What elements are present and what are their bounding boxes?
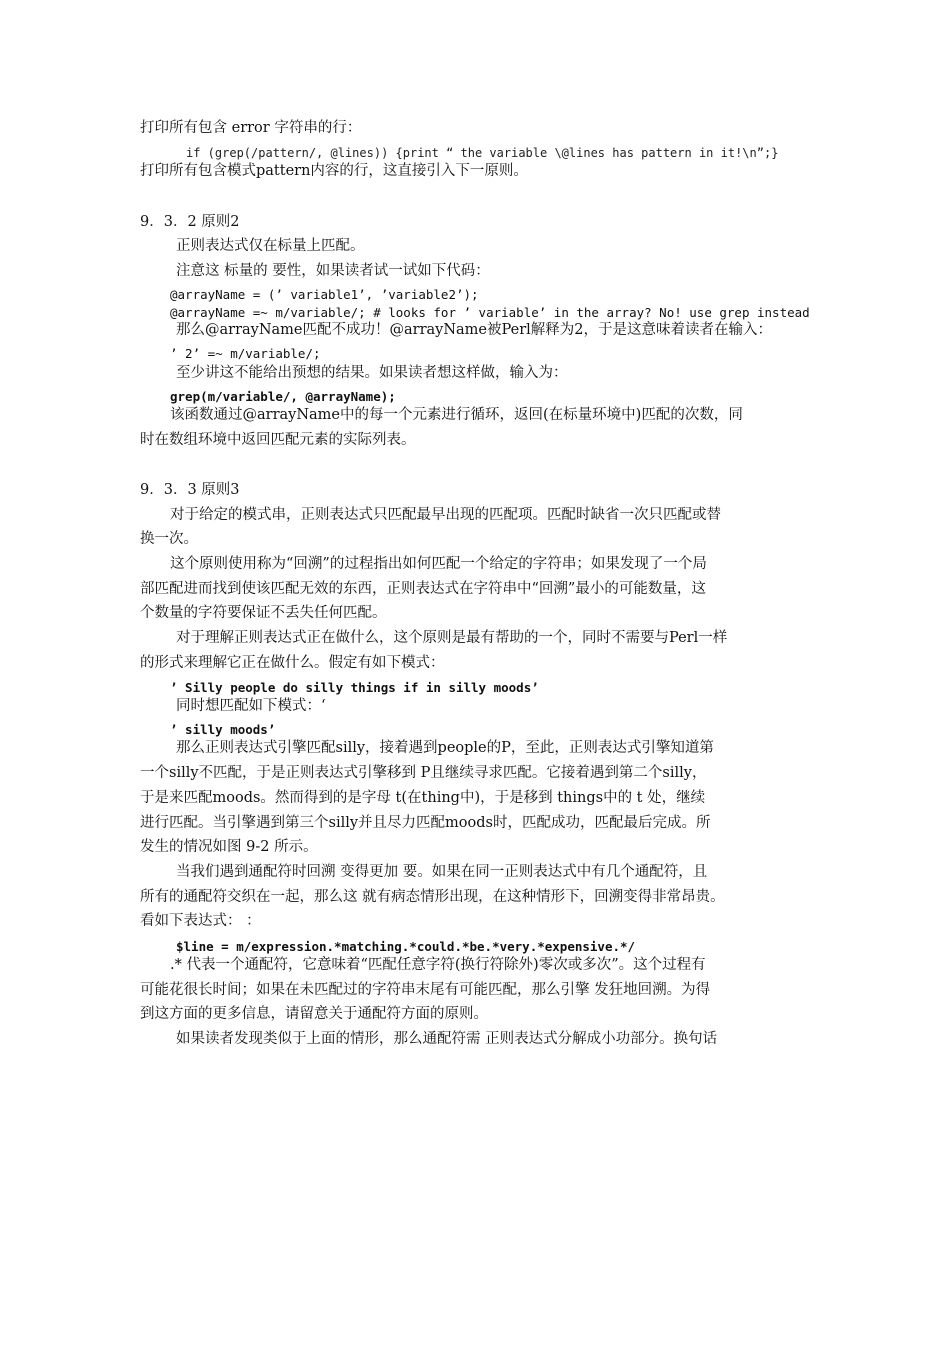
- section-heading: 9．3．3 原则3: [140, 482, 240, 498]
- text-line: 对于理解正则表达式正在做什么，这个原则是最有帮助的一个，同时不需要与Perl一样: [176, 630, 728, 646]
- text-line: 打印所有包含模式pattern内容的行，这直接引入下一原则。: [140, 163, 528, 179]
- text-line: 可能花很长时间；如果在未匹配过的字符串末尾有可能匹配，那么引擎 发狂地回溯。为得: [140, 982, 711, 998]
- code-line: @arrayName = (’ variable1’, ’variable2’);: [170, 287, 479, 302]
- code-line: @arrayName =~ m/variable/; # looks for ’ variable’ in the array? No! use grep instead: [170, 305, 810, 320]
- code-line: ’ silly moods’: [170, 722, 276, 737]
- text-line: 换一次。: [140, 531, 198, 547]
- text-line: 这个原则使用称为“回溯”的过程指出如何匹配一个给定的字符串；如果发现了一个局: [170, 556, 707, 572]
- text-line: 时在数组环境中返回匹配元素的实际列表。: [140, 432, 416, 448]
- code-line: ’ 2’ =~ m/variable/;: [170, 346, 321, 361]
- text-line: 对于给定的模式串，正则表达式只匹配最早出现的匹配项。匹配时缺省一次只匹配或替: [170, 507, 721, 523]
- text-line: 打印所有包含 error 字符串的行：: [140, 120, 362, 136]
- code-line: ’ Silly people do silly things if in silly moods’: [170, 680, 539, 695]
- text-line: 注意这 标量的 要性，如果读者试一试如下代码：: [176, 263, 490, 279]
- text-line: 部匹配进而找到使该匹配无效的东西，正则表达式在字符串中“回溯”最小的可能数量，这: [140, 581, 706, 597]
- text-line: 那么正则表达式引擎匹配silly，接着遇到people的P，至此，正则表达式引擎知道第: [176, 740, 714, 756]
- section-heading: 9．3．2 原则2: [140, 214, 240, 230]
- text-line: 于是来匹配moods。然而得到的是字母 t(在thing中)，于是移到 things中的 t 处，继续: [140, 790, 706, 806]
- text-line: 正则表达式仅在标量上匹配。: [176, 238, 365, 254]
- text-line: 一个silly不匹配，于是正则表达式引擎移到 P且继续寻求匹配。它接着遇到第二个silly，: [140, 765, 707, 781]
- text-line: 如果读者发现类似于上面的情形，那么通配符需 正则表达式分解成小功部分。换句话: [176, 1031, 718, 1047]
- text-line: 同时想匹配如下模式：‘: [176, 698, 326, 714]
- code-line: grep(m/variable/, @arrayName);: [170, 389, 396, 404]
- text-line: 到这方面的更多信息，请留意关于通配符方面的原则。: [140, 1006, 488, 1022]
- text-line: 发生的情况如图 9-2 所示。: [140, 839, 318, 855]
- text-line: 所有的通配符交织在一起，那么这 就有病态情形出现，在这种情形下，回溯变得非常昂贵。: [140, 889, 725, 905]
- text-line: 当我们遇到通配符时回溯 变得更加 要。如果在同一正则表达式中有几个通配符，且: [176, 864, 708, 880]
- text-line: 的形式来理解它正在做什么。假定有如下模式：: [140, 655, 445, 671]
- text-line: 看如下表达式： ：: [140, 913, 261, 929]
- text-line: 该函数通过@arrayName中的每一个元素进行循环，返回(在标量环境中)匹配的次数，同: [170, 407, 743, 423]
- code-line: if (grep(/pattern/, @lines)) {print “ the variable \@lines has pattern in it!\n”;}: [186, 146, 779, 160]
- text-line: 那么@arrayName匹配不成功！@arrayName被Perl解释为2，于是这意味着读者在输入：: [176, 322, 772, 338]
- code-line: $line = m/expression.*matching.*could.*be.*very.*expensive.*/: [176, 939, 636, 954]
- text-line: 个数量的字符要保证不丢失任何匹配。: [140, 605, 387, 621]
- text-line: 至少讲这不能给出预想的结果。如果读者想这样做，输入为：: [176, 365, 568, 381]
- text-line: .* 代表一个通配符，它意味着“匹配任意字符(换行符除外)零次或多次”。这个过程有: [170, 957, 706, 973]
- text-line: 进行匹配。当引擎遇到第三个silly并且尽力匹配moods时，匹配成功，匹配最后完成。所: [140, 815, 711, 831]
